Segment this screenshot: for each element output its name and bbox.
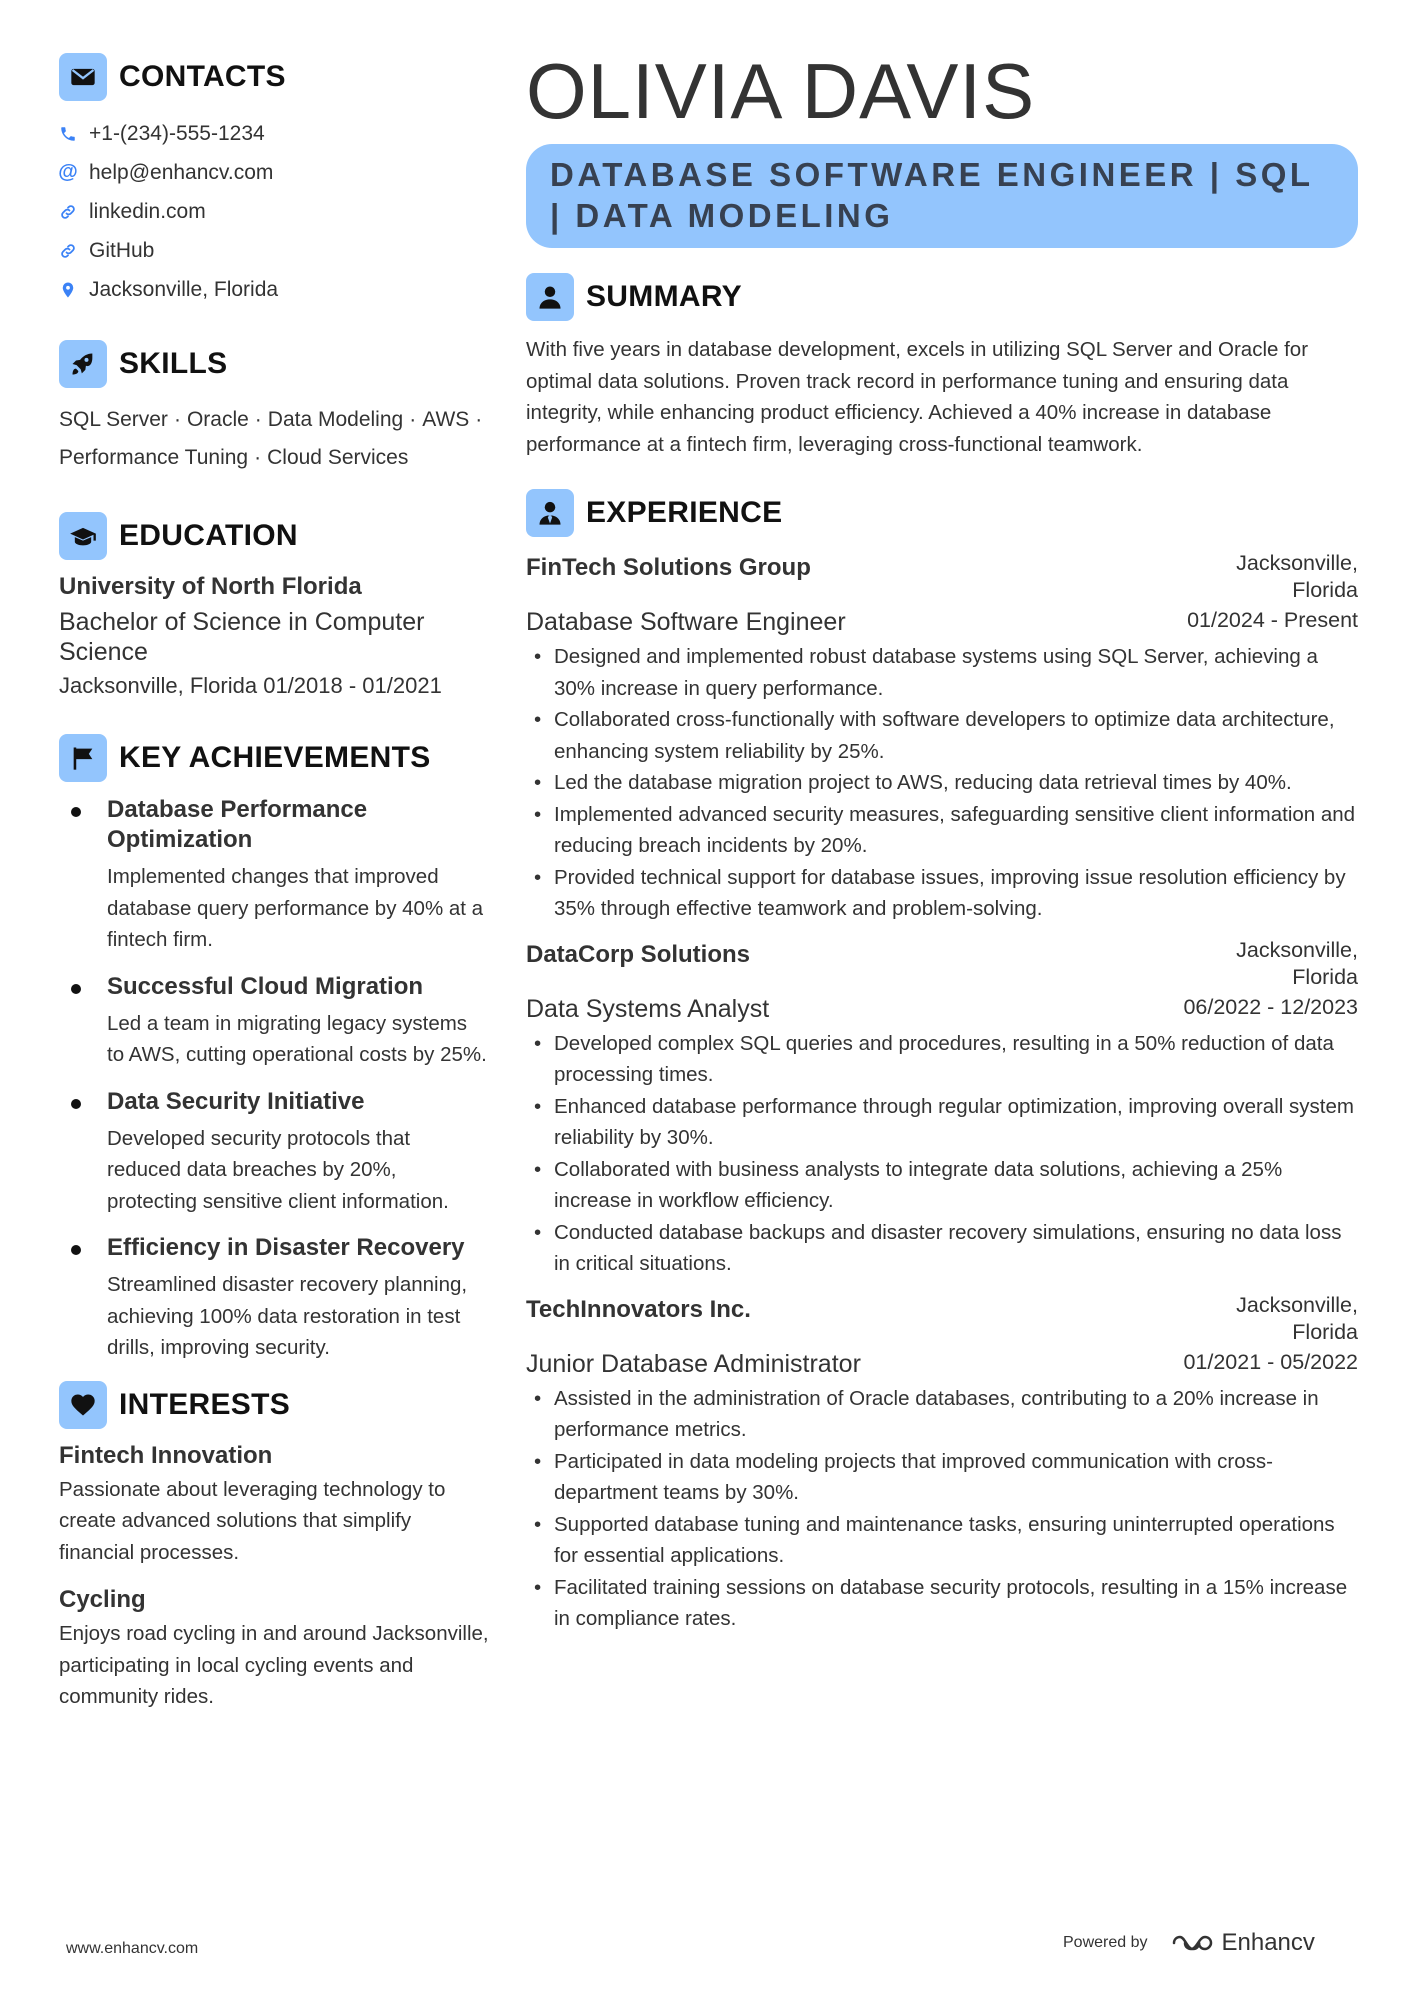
bullet-icon [71, 1245, 81, 1255]
education-title: EDUCATION [119, 519, 298, 552]
summary-title: SUMMARY [586, 280, 742, 313]
education-location: Jacksonville, Florida [59, 673, 258, 698]
job-dates: 01/2021 - 05/2022 [1183, 1349, 1358, 1374]
contact-phone[interactable] [59, 114, 489, 153]
job-bullet: • Assisted in the administration of Oracle databases, contributing to a 20% increase in performance metrics. [526, 1383, 1358, 1446]
skill-item: SQL Server [59, 408, 168, 431]
achievement-item [59, 795, 489, 956]
interest-desc: Enjoys road cycling in and around Jacksonville, participating in local cycling events and community rides. [59, 1622, 489, 1708]
contacts-header [59, 52, 489, 102]
job-location: Jacksonville, Florida [1236, 551, 1358, 602]
job-bullet: • Developed complex SQL queries and procedures, resulting in a 50% reduction of data processing times. [526, 1028, 1358, 1091]
achievements-list [59, 795, 489, 1364]
achievement-desc: Developed security protocols that reduced data breaches by 20%, protecting sensitive client information. [107, 1126, 449, 1213]
job-bullet: • Enhanced database performance through regular optimization, improving overall system reliability by 30%. [526, 1091, 1358, 1154]
job-title: Junior Database Administrator [526, 1349, 861, 1378]
heart-icon [59, 1381, 107, 1429]
skills-list: SQL Server · Oracle · Data Modeling · AWS · Performance Tuning · Cloud Services [59, 408, 483, 469]
achievement-desc: Led a team in migrating legacy systems to AWS, cutting operational costs by 25%. [107, 1011, 487, 1066]
job-company: DataCorp Solutions [526, 940, 751, 968]
job-location: Jacksonville, Florida [1236, 937, 1358, 989]
achievements-title: KEY ACHIEVEMENTS [119, 741, 431, 774]
contact-phone-text: +1-(234)-555-1234 [89, 121, 265, 145]
achievement-title: Efficiency in Disaster Recovery [107, 1234, 465, 1261]
flag-icon [59, 734, 107, 782]
summary-text: With five years in database development, excels in utilizing SQL Server and Oracle for optimal data solutions. Proven track record in performance tuning and ensuring data integrity, while enhancing product efficiency. Achieved a 40% increase in database performance at a fintech firm, leveraging cross-functional teamwork. [526, 338, 1309, 456]
skill-item: Data Modeling [267, 408, 404, 431]
left-column [59, 52, 489, 1731]
contact-linkedin[interactable] [59, 192, 489, 231]
contact-list [59, 114, 489, 309]
education-meta [59, 673, 489, 699]
enhancv-logo[interactable] [1170, 1929, 1315, 1957]
interest-title: Fintech Innovation [59, 1441, 273, 1469]
contact-location [59, 270, 489, 309]
experience-title: EXPERIENCE [586, 496, 783, 529]
bullet-icon [71, 1099, 81, 1109]
experience-header [526, 488, 1358, 538]
job-bullet: • Provided technical support for database issues, improving issue resolution efficiency by 35% through effective teamwork and problem-solving. [526, 862, 1358, 925]
powered-by-label: Powered by [1063, 1934, 1148, 1951]
job-bullet: • Collaborated cross-functionally with software developers to optimize data architecture, enhancing system reliability by 25%. [526, 704, 1358, 767]
interest-desc: Passionate about leveraging technology to create advanced solutions that simplify financial processes. [59, 1477, 446, 1564]
achievement-title: Successful Cloud Migration [107, 972, 424, 1000]
rocket-icon [59, 340, 107, 388]
job-location: Jacksonville, Florida [1236, 1292, 1358, 1344]
job-bullet: • Collaborated with business analysts to integrate data solutions, achieving a 25% increase in workflow efficiency. [526, 1154, 1358, 1217]
contact-linkedin-text: linkedin.com [89, 199, 206, 223]
job-title: Database Software Engineer [526, 608, 846, 636]
skills-header [59, 339, 489, 389]
job-entry [526, 550, 1358, 925]
achievement-title: Database Performance Optimization [107, 796, 368, 853]
candidate-name: OLIVIA DAVIS [526, 47, 1036, 135]
right-column [526, 48, 1358, 1647]
job-title: Data Systems Analyst [526, 994, 770, 1023]
contact-location-text: Jacksonville, Florida [89, 277, 279, 301]
job-bullet: • Participated in data modeling projects that improved communication with cross-department teams by 30%. [526, 1446, 1358, 1509]
job-dates: 06/2022 - 12/2023 [1183, 994, 1358, 1019]
job-company: FinTech Solutions Group [526, 554, 811, 581]
enhancv-logo-icon [1170, 1931, 1216, 1955]
job-company: TechInnovators Inc. [526, 1295, 751, 1323]
skill-item: Cloud Services [267, 446, 409, 469]
job-bullet: • Conducted database backups and disaster recovery simulations, ensuring no data loss in critical situations. [526, 1217, 1358, 1280]
job-bullets [526, 1383, 1358, 1635]
contact-github-text: GitHub [89, 238, 155, 262]
job-bullet: • Led the database migration project to AWS, reducing data retrieval times by 40%. [526, 767, 1358, 799]
footer-powered [1063, 1929, 1315, 1957]
user-tie-icon [526, 489, 574, 537]
achievement-title: Data Security Initiative [107, 1087, 365, 1115]
achievement-item [59, 1087, 489, 1218]
contacts-title: CONTACTS [119, 60, 286, 93]
job-entry [526, 937, 1358, 1280]
graduation-cap-icon [59, 512, 107, 560]
education-school: University of North Florida [59, 573, 362, 600]
education-degree: Bachelor of Science in Computer Science [59, 608, 425, 666]
skill-item: Performance Tuning [59, 446, 249, 469]
contact-github[interactable] [59, 231, 489, 270]
map-pin-icon [59, 279, 77, 301]
link-icon [59, 240, 77, 262]
job-dates: 01/2024 - Present [1187, 608, 1358, 632]
link-icon [59, 201, 77, 223]
skill-item: AWS [422, 408, 470, 431]
summary-header [526, 272, 1358, 322]
bullet-icon [71, 807, 81, 817]
brand-name: Enhancv [1221, 1929, 1315, 1956]
achievement-item [59, 972, 489, 1071]
interests-header [59, 1380, 489, 1430]
achievement-desc: Streamlined disaster recovery planning, achieving 100% data restoration in test drills, improving security. [107, 1273, 468, 1359]
job-bullet: • Facilitated training sessions on database security protocols, resulting in a 15% increase in compliance rates. [526, 1572, 1358, 1635]
at-icon: @ [58, 161, 78, 183]
skills-title: SKILLS [119, 347, 228, 380]
job-bullet: • Implemented advanced security measures, safeguarding sensitive client information and reducing breach incidents by 20%. [526, 799, 1358, 862]
job-bullet: • Supported database tuning and maintenance tasks, ensuring uninterrupted operations for essential applications. [526, 1509, 1358, 1572]
job-bullet: • Designed and implemented robust database systems using SQL Server, achieving a 30% increase in query performance. [526, 641, 1358, 704]
contact-email-text: help@enhancv.com [89, 160, 274, 184]
achievement-item [59, 1233, 489, 1364]
job-bullets [526, 1028, 1358, 1280]
phone-icon [59, 123, 77, 145]
bullet-icon [71, 984, 81, 994]
achievements-header [59, 733, 489, 783]
interest-title: Cycling [59, 1586, 146, 1613]
achievement-desc: Implemented changes that improved database query performance by 40% at a fintech firm. [107, 865, 484, 951]
user-icon [526, 273, 574, 321]
headline-banner: DATABASE SOFTWARE ENGINEER | SQL | DATA MODELING [526, 144, 1358, 248]
contact-email[interactable] [59, 153, 489, 192]
skill-item: Oracle [186, 408, 249, 431]
footer-website[interactable]: www.enhancv.com [66, 1940, 199, 1957]
job-entry [526, 1292, 1358, 1635]
interests-title: INTERESTS [119, 1387, 291, 1421]
job-bullets [526, 641, 1358, 925]
interests-list [59, 1442, 489, 1713]
envelope-icon [59, 53, 107, 101]
education-dates: 01/2018 - 01/2021 [263, 673, 442, 698]
education-header [59, 511, 489, 561]
